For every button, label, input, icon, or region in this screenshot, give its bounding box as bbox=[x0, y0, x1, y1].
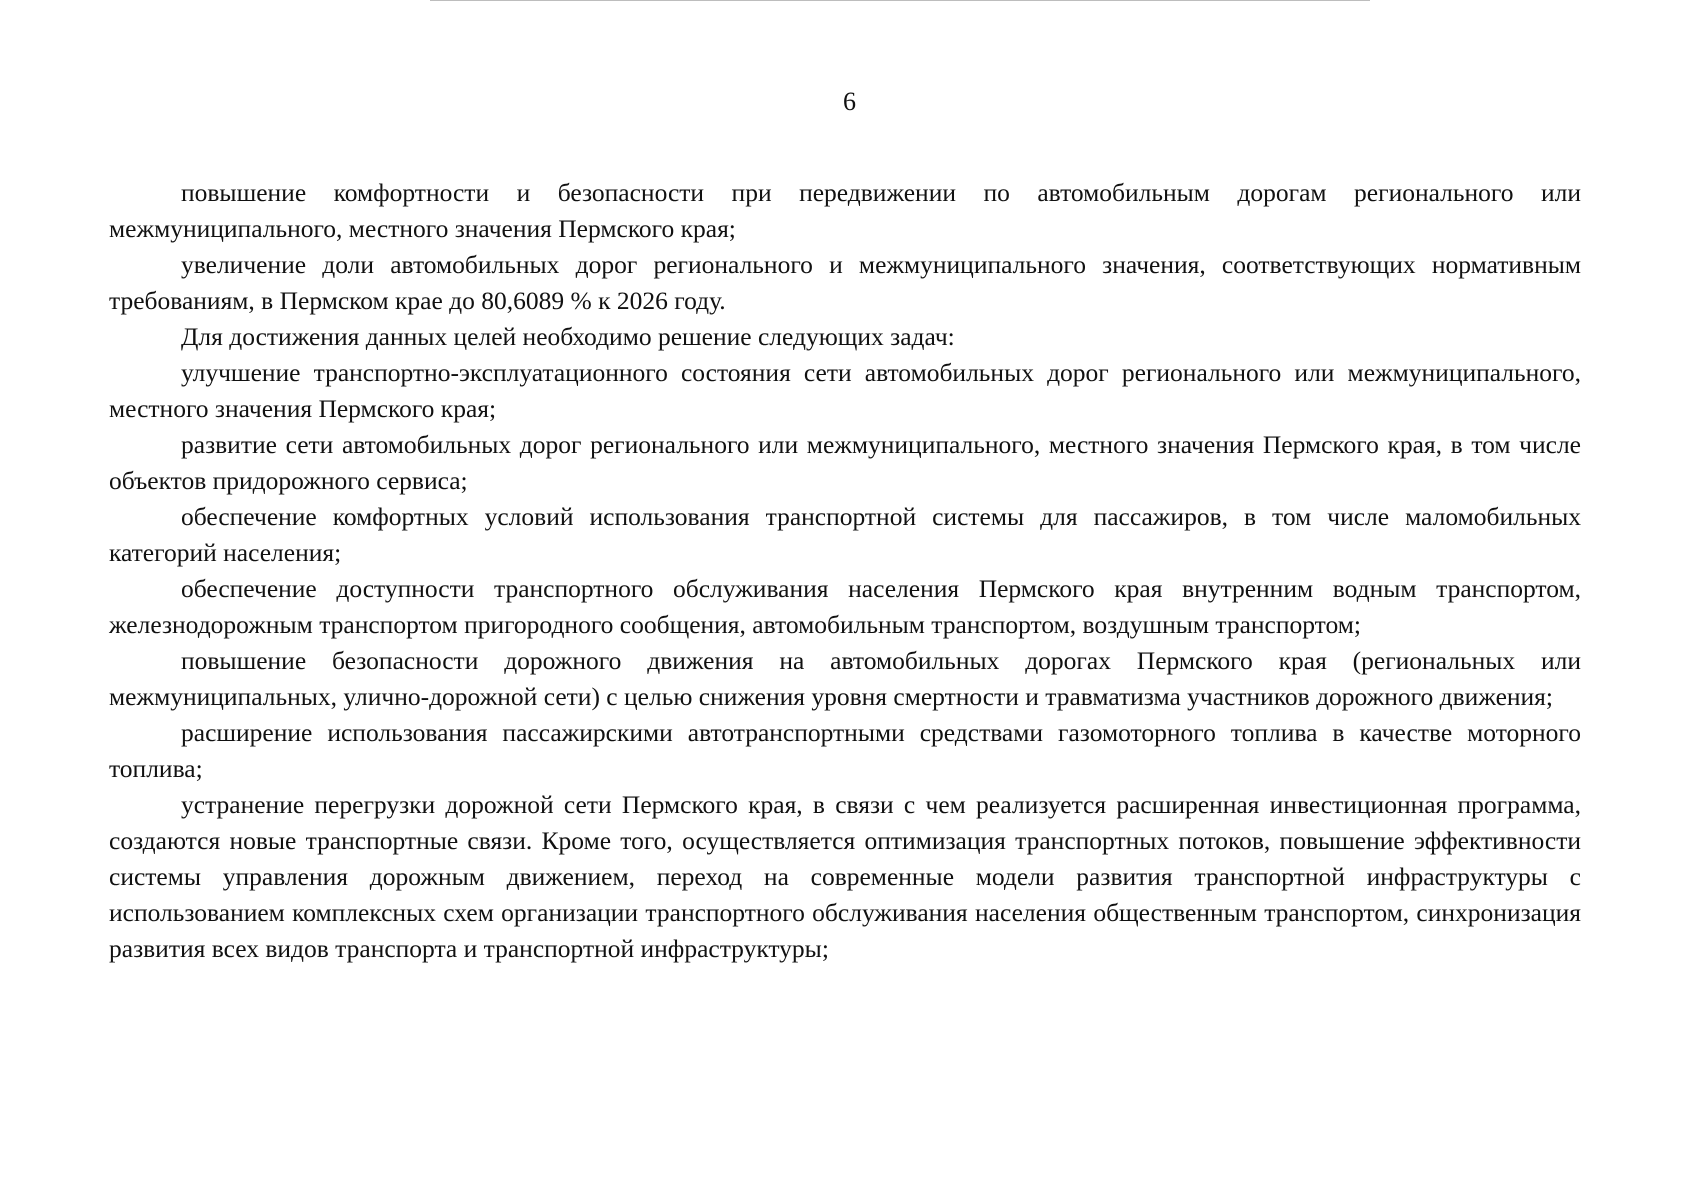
paragraph: улучшение транспортно-эксплуатационного состояния сети автомобильных дорог регионального или межмуниципального, местного значения Пермского края; bbox=[109, 358, 1581, 423]
document-body bbox=[109, 175, 1581, 967]
paragraph: расширение использования пассажирскими автотранспортными средствами газомоторного топлива в качестве моторного топлива; bbox=[109, 718, 1581, 783]
paragraph: Для достижения данных целей необходимо решение следующих задач: bbox=[181, 322, 955, 351]
paragraph: обеспечение комфортных условий использования транспортной системы для пассажиров, в том числе маломобильных категорий населения; bbox=[109, 502, 1581, 567]
paragraph: увеличение доли автомобильных дорог регионального и межмуниципального значения, соответствующих нормативным требованиям, в Пермском крае до 80,6089 % к 2026 году. bbox=[109, 250, 1581, 315]
scan-edge-line bbox=[430, 0, 1370, 1]
page-number: 6 bbox=[843, 87, 856, 116]
paragraph: развитие сети автомобильных дорог регионального или межмуниципального, местного значения Пермского края, в том числе объектов придорожного сервиса; bbox=[109, 430, 1581, 495]
paragraph: повышение безопасности дорожного движения на автомобильных дорогах Пермского края (региональных или межмуниципальных, улично-дорожной сети) с целью снижения уровня смертности и травматизма участников дорожного движения; bbox=[109, 646, 1581, 711]
paragraph: повышение комфортности и безопасности при передвижении по автомобильным дорогам регионального или межмуниципального, местного значения Пермского края; bbox=[109, 178, 1581, 243]
paragraph: обеспечение доступности транспортного обслуживания населения Пермского края внутренним водным транспортом, железнодорожным транспортом пригородного сообщения, автомобильным транспортом, воздушным транспортом; bbox=[109, 574, 1581, 639]
paragraph: устранение перегрузки дорожной сети Пермского края, в связи с чем реализуется расширенная инвестиционная программа, создаются новые транспортные связи. Кроме того, осуществляется оптимизация транспортных потоков, повышение эффективности системы управления дорожным движением, переход на современные модели развития транспортной инфраструктуры с использованием комплексных схем организации транспортного обслуживания населения общественным транспортом, синхронизация развития всех видов транспорта и транспортной инфраструктуры; bbox=[109, 790, 1581, 963]
